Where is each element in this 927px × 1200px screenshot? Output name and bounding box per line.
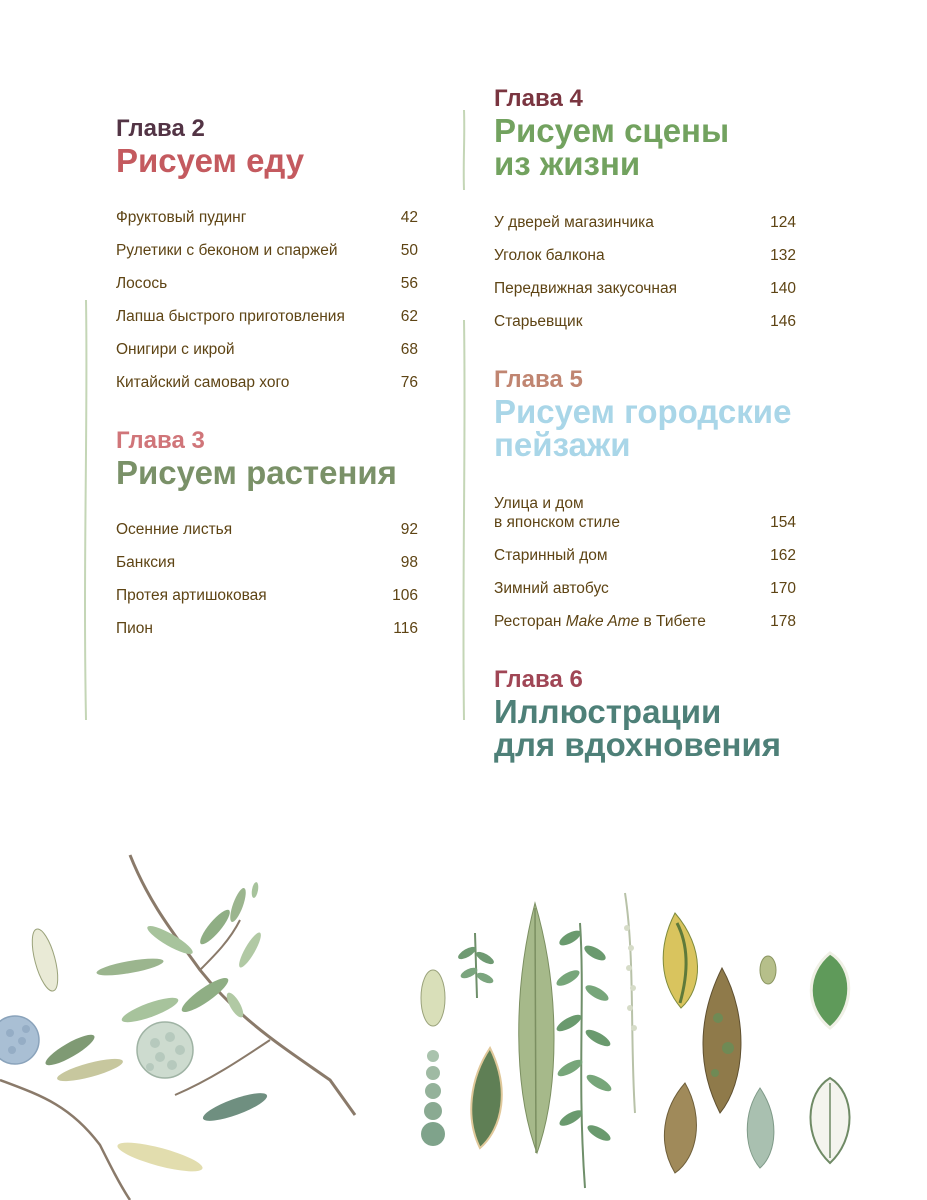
chapter-6-title-line-2: для вдохновения [494,726,782,763]
toc-entry-page: 56 [400,275,418,292]
toc-entry-page: 140 [770,280,796,297]
toc-left-column [116,114,418,672]
chapter-3-title: Рисуем растения [116,454,397,491]
toc-entry-page: 124 [770,214,796,231]
chapter-5 [494,365,796,631]
chapter-6 [494,665,796,761]
toc-entry-page: 92 [400,521,418,538]
toc-entry[interactable] [116,227,418,260]
chapter-6-kicker: Глава 6 [494,666,583,693]
toc-entry[interactable] [116,326,418,359]
toc-entry-title: Китайский самовар хого [116,374,290,391]
toc-entry-title: Фруктовый пудинг [116,209,247,226]
botanical-illustration-right [385,868,877,1200]
toc-entry-page: 116 [393,620,418,637]
toc-entry[interactable] [116,260,418,293]
chapter-4-title-line-2: из жизни [494,145,641,182]
toc-entry-page: 62 [400,308,418,325]
chapter-5-entries [494,480,796,631]
chapter-2-title: Рисуем еду [116,142,305,179]
toc-entry-title: Осенние листья [116,521,233,538]
chapter-5-title-line-1: Рисуем городские [494,393,792,430]
left-divider-line [80,300,92,720]
chapter-3-kicker: Глава 3 [116,427,205,454]
toc-entry[interactable] [494,265,796,298]
toc-entry-page: 98 [400,554,418,571]
toc-entry[interactable] [116,539,418,572]
toc-entry-page: 132 [770,247,796,264]
toc-entry-title [494,494,620,532]
toc-entry[interactable] [116,572,418,605]
toc-entry-page: 146 [770,313,796,330]
toc-entry-title: Лапша быстрого приготовления [116,308,345,325]
toc-entry[interactable] [494,480,796,532]
toc-entry-title: У дверей магазинчика [494,214,654,231]
toc-entry-page: 162 [770,547,796,564]
toc-entry-title: Онигири с икрой [116,341,235,358]
toc-entry-title: Протея артишоковая [116,587,267,604]
chapter-4-title-line-1: Рисуем сцены [494,112,730,149]
toc-entry[interactable] [494,298,796,331]
toc-entry-title: Пион [116,620,153,637]
center-divider-line [458,320,470,720]
toc-entry-title: Лосось [116,275,168,292]
toc-entry[interactable] [116,359,418,392]
chapter-6-title [494,695,796,761]
chapter-4 [494,84,796,331]
chapter-4-title [494,114,796,180]
toc-entry[interactable] [116,194,418,227]
toc-right-column [494,84,796,795]
chapter-5-title [494,395,796,461]
toc-entry-title: Старьевщик [494,313,583,330]
chapter-3 [116,426,418,638]
toc-entry-title: Старинный дом [494,547,608,564]
toc-entry-title: Банксия [116,554,176,571]
toc-entry[interactable] [494,565,796,598]
toc-entry-title-line-1: Улица и дом [494,495,584,512]
toc-entry-title-italic: Make Ame [565,613,640,630]
toc-entry-page: 50 [400,242,418,259]
chapter-2-entries [116,194,418,392]
toc-entry-title [494,612,706,631]
toc-entry[interactable] [116,293,418,326]
toc-entry-title-suffix: в Тибете [639,613,706,630]
toc-entry-page: 170 [770,580,796,597]
chapter-2-kicker: Глава 2 [116,115,205,142]
toc-entry-title: Рулетики с беконом и спаржей [116,242,338,259]
chapter-6-title-line-1: Иллюстрации [494,693,722,730]
center-divider-line-top [458,110,470,190]
chapter-4-entries [494,199,796,331]
chapter-5-kicker: Глава 5 [494,366,583,393]
botanical-illustration-left [0,845,368,1200]
chapter-4-kicker: Глава 4 [494,85,583,112]
toc-entry-title-prefix: Ресторан [494,613,566,630]
toc-entry-page: 106 [392,587,418,604]
toc-entry[interactable] [494,232,796,265]
branch-and-fruit-drawing [0,845,368,1200]
leaf-collection-drawing [385,868,877,1200]
toc-entry-title-line-2: в японском стиле [494,514,620,531]
chapter-3-entries [116,506,418,638]
toc-entry-page: 154 [770,514,796,531]
toc-entry[interactable] [116,605,418,638]
toc-entry[interactable] [116,506,418,539]
toc-entry[interactable] [494,199,796,232]
chapter-5-title-line-2: пейзажи [494,426,631,463]
chapter-2 [116,114,418,392]
toc-entry-title: Зимний автобус [494,580,609,597]
toc-entry[interactable] [494,532,796,565]
toc-entry-page: 68 [400,341,418,358]
toc-entry-page: 76 [400,374,418,391]
toc-entry-title: Передвижная закусочная [494,280,677,297]
toc-entry[interactable] [494,598,796,631]
toc-entry-title: Уголок балкона [494,247,605,264]
toc-entry-page: 42 [400,209,418,226]
toc-entry-page: 178 [770,613,796,630]
